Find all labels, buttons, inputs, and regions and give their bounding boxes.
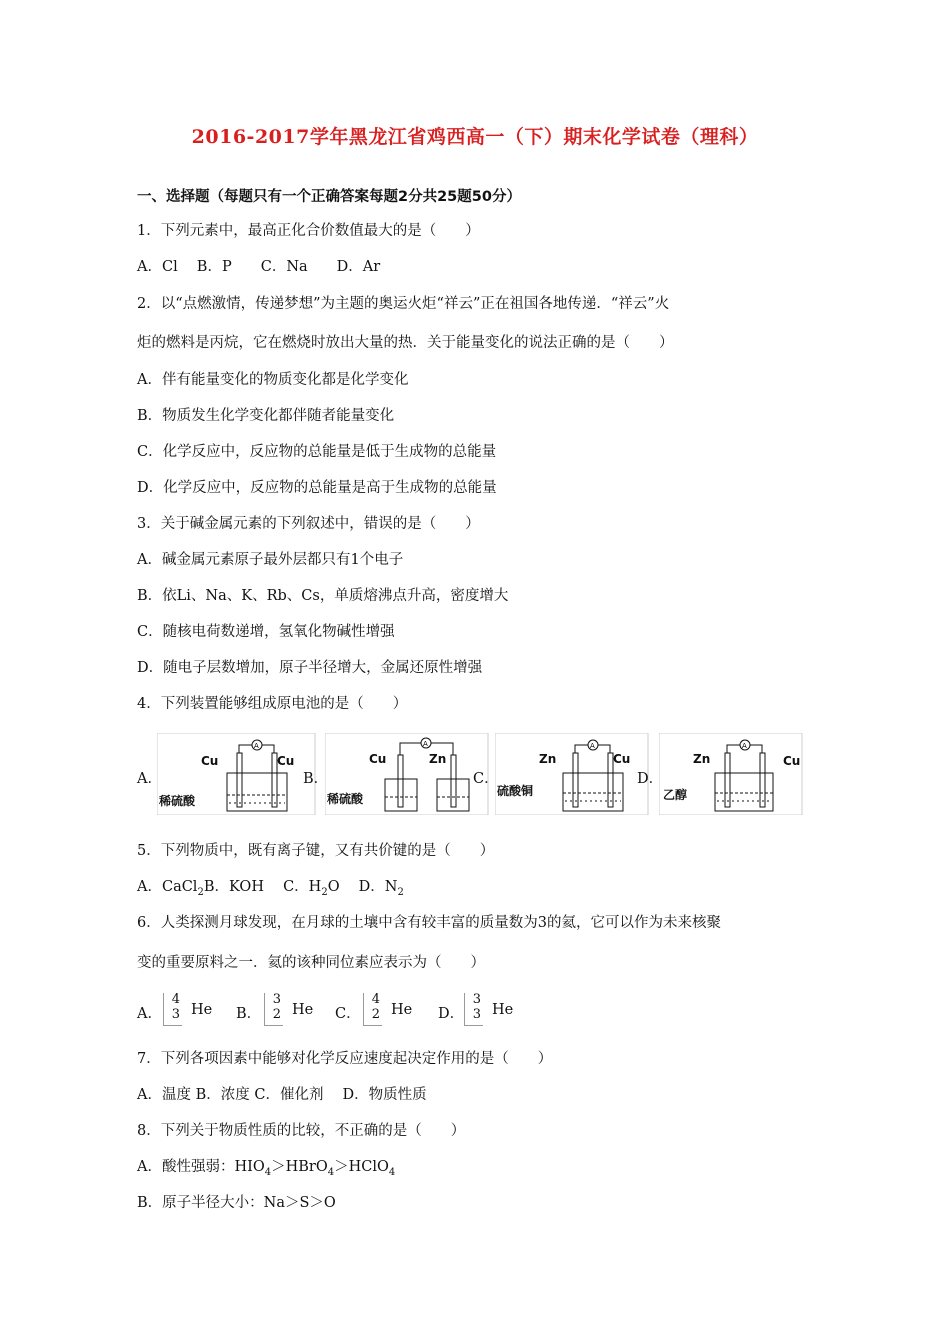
question-2-option-b: B．物质发生化学变化都伴随者能量变化 (137, 408, 395, 424)
ammeter-symbol: A (742, 742, 747, 750)
electrode-right-label: Cu (277, 754, 295, 768)
question-2-stem: 2．以“点燃激情，传递梦想”为主题的奥运火炬“祥云”正在祖国各地传递．“祥云”火 (137, 296, 670, 312)
question-4-stem: 4．下列装置能够组成原电池的是（ ） (137, 696, 408, 712)
galvanic-cell-diagram (659, 733, 804, 815)
question-7-stem: 7．下列各项因素中能够对化学反应速度起决定作用的是（ ） (137, 1051, 553, 1067)
solution-label: 乙醇 (663, 788, 688, 802)
question-3-option-c: C．随核电荷数递增，氢氧化物碱性增强 (137, 624, 395, 640)
question-8-option-a: A．酸性强弱：$HIO_4>HBrO_4>HClO_4$ (137, 1159, 396, 1178)
option-letter: A． (137, 1006, 162, 1022)
question-2-option-c: C．化学反应中，反应物的总能量是低于生成物的总能量 (137, 444, 497, 460)
electrode-left-label: Zn (539, 752, 557, 766)
solution-label: 稀硫酸 (159, 794, 196, 808)
isotope-notation: 4 2 (363, 993, 382, 1026)
question-3-option-d: D．随电子层数增加，原子半径增大，金属还原性增强 (137, 660, 483, 676)
ammeter-symbol: A (254, 742, 259, 750)
question-5-options: A．CaCl$_2$B．KOH C．$H_2O$ D．$N_2$ (137, 879, 404, 898)
solution-label: 硫酸铜 (497, 784, 534, 798)
element-symbol: He (391, 1002, 413, 1018)
isotope-notation: 3 2 (264, 993, 283, 1026)
question-3-option-a: A．碱金属元素原子最外层都只有1个电子 (137, 552, 404, 568)
galvanic-cell-diagram (495, 733, 650, 815)
solution-label: 稀硫酸 (327, 792, 364, 806)
electrode-right-label: Zn (429, 752, 447, 766)
option-letter: B． (236, 1006, 262, 1022)
isotope-notation: 4 3 (163, 993, 182, 1026)
question-2-option-a: A．伴有能量变化的物质变化都是化学变化 (137, 372, 409, 388)
question-3-stem: 3．关于碱金属元素的下列叙述中，错误的是（ ） (137, 516, 480, 532)
question-8-option-b: B．原子半径大小：Na＞S＞O (137, 1195, 336, 1211)
option-letter: A． (137, 771, 162, 787)
question-3-option-b: B．依Li、Na、K、Rb、Cs，单质熔沸点升高，密度增大 (137, 588, 509, 604)
electrode-right-label: Cu (783, 754, 801, 768)
option-letter: D． (438, 1006, 465, 1022)
electrode-left-label: Cu (201, 754, 219, 768)
question-8-stem: 8．下列关于物质性质的比较，不正确的是（ ） (137, 1123, 466, 1139)
element-symbol: He (492, 1002, 514, 1018)
option-letter: C． (335, 1006, 361, 1022)
galvanic-cell-diagram (157, 733, 317, 815)
section-heading: 一、选择题（每题只有一个正确答案每题2分共25题50分） (137, 189, 521, 205)
question-5-stem: 5．下列物质中，既有离子键，又有共价键的是（ ） (137, 843, 495, 859)
question-2-stem-cont: 炬的燃料是丙烷，它在燃烧时放出大量的热．关于能量变化的说法正确的是（ ） (137, 335, 674, 351)
question-1-stem: 1．下列元素中，最高正化合价数值最大的是（ ） (137, 223, 480, 239)
ammeter-symbol: A (423, 740, 428, 748)
element-symbol: He (292, 1002, 314, 1018)
electrode-left-label: Zn (693, 752, 711, 766)
question-7-options: A．温度 B．浓度 C．催化剂 D．物质性质 (137, 1087, 427, 1103)
ammeter-symbol: A (590, 742, 595, 750)
option-letter: D． (637, 771, 664, 787)
option-letter: B． (303, 771, 329, 787)
question-6-stem-cont: 变的重要原料之一．氦的该种同位素应表示为（ ） (137, 955, 485, 971)
question-6-stem: 6．人类探测月球发现，在月球的土壤中含有较丰富的质量数为3的氦，它可以作为未来核聚 (137, 915, 721, 931)
electrode-left-label: Cu (369, 752, 387, 766)
question-2-option-d: D．化学反应中，反应物的总能量是高于生成物的总能量 (137, 480, 497, 496)
isotope-notation: 3 3 (464, 993, 483, 1026)
element-symbol: He (191, 1002, 213, 1018)
question-1-options: A．Cl B．P C．Na D．Ar (137, 259, 381, 275)
electrode-right-label: Cu (613, 752, 631, 766)
option-letter: C． (473, 771, 499, 787)
page-title: 2016-2017学年黑龙江省鸡西高一（下）期末化学试卷（理科） (191, 126, 759, 148)
galvanic-cell-diagram (325, 733, 490, 815)
